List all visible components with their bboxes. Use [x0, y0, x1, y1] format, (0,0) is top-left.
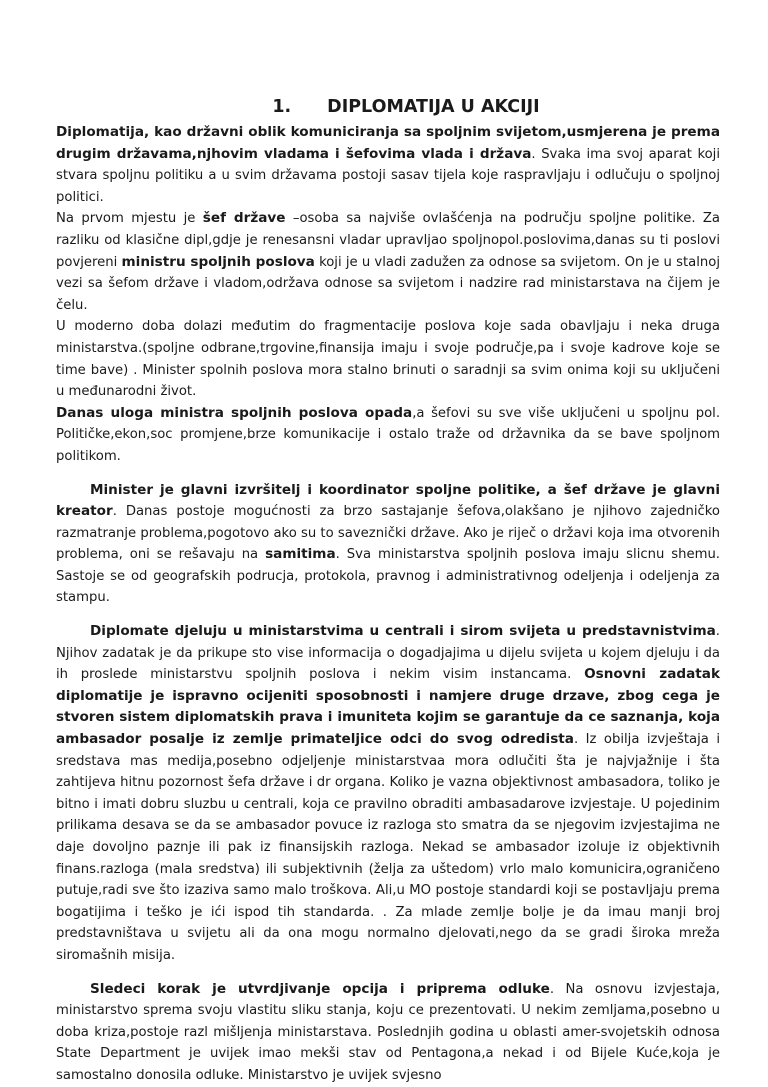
paragraph-sef-drzave — [56, 208, 720, 316]
text-run: . Iz obilja izvještaja i sredstava mas medija,posebno odjeljenje ministarstvaa mora odlučiti šta je najvjažnije i šta zahtijeva hitnu pozornost šefa države i dr organa. Koliko je vazna objektivnost ambasadora, toliko je bitno i imati dobru sluzbu u centrali, koja ce pravilno obraditi ambasadarove izvjestaje. U pojedinim prilikama desava se da se ambasador povuce iz razloga sto smatra da se njegovim izvjestajima ne daje dovoljno paznje ili pak iz finansijskih razloga. Nekad se ambasador izoluje iz objektivnih finans.razloga (mala sredstva) ili subjektivnih (želja za uštedom) vrlo malo komunicira,ograničeno putuje,radi sve što izaziva samo malo troškova. Ali,u MO postoje standardi koji se postavljaju prema bogatijima i teško je ići ispod tih standarda. . Za mlade zemlje bolje je da imau manji broj predstavništava u svijetu ali da ona mogu normalno djelovati,nego da se gradi široka mreža siromašnih misija. — [56, 732, 721, 963]
heading-text: DIPLOMATIJA U AKCIJI — [327, 97, 540, 117]
text-run: –osoba sa najviše ovlašćenja na području spoljne politike. Za razliku od klasične dipl,gdje je renesansni vladar upravljao spoljnopol.poslovima,danas su ti poslovi povjereni — [56, 211, 721, 270]
paragraph-uloga-ministra — [56, 403, 720, 468]
text-run: šef države — [202, 210, 286, 227]
text-run: . Njihov zadatak je da prikupe sto vise informacija o dogadjajima u dijelu svijeta u kojem djeluju i da ih proslede ministarstvu spoljnih poslova i nekim visim instancama. — [56, 624, 720, 683]
text-run: samitima — [265, 546, 336, 563]
text-run: koji je u vladi zadužen za odnose sa svijetom. On je u stalnoj vezi sa šefom države i vladom,održava odnose sa svijetom i nadzire rad ministarstava na čijem je čelu. — [56, 254, 721, 313]
text-run: Na prvom mjestu je — [56, 211, 203, 227]
paragraph-sledeci-korak — [56, 979, 720, 1087]
text-run: . Na osnovu izvjestaja, ministarstvo sprema svoju vlastitu sliku stanja, koju ce prezentovati. U nekim zemljama,posebno u doba kriza,postoje razl mišljenja ministarstava. Poslednjih godina u oblasti amer-svojetskih odnosa State Department je uvijek imao mekši stav od Pentagona,a nekad i od Bijele Kuće,koja je samostalno donosila odluke. Ministarstvo je uvijek svjesno — [56, 981, 720, 1083]
text-run: Diplomatija, kao državni oblik komuniciranja sa spoljnim svijetom,usmjerena je prema drugim državama,njhovim vladama i šefovima vlada i država — [56, 124, 720, 162]
text-run: Minister je glavni izvršitelj i koordinator spoljne politike, a šef države je glavni kreator — [56, 481, 720, 520]
text-run: U moderno doba dolazi međutim do fragmentacije poslova koje sada obavljaju i neka druga ministarstva.(spoljne odbrane,trgovine,finansija imaju i svoje područje,pa i svoje kadrove koje se time bave) . Minister spolnih poslova mora stalno brinuti o saradnji sa svim onima koji su uključeni u međunarodni život. — [56, 319, 720, 400]
paragraph-diplomatija — [56, 122, 720, 208]
document-heading — [56, 96, 720, 118]
text-run: ministru spoljnih poslova — [121, 253, 315, 270]
document-page — [56, 96, 720, 1087]
text-run: Diplomate djeluju u ministarstvima u centrali i sirom svijeta u predstavnistvima — [90, 623, 716, 640]
text-run: . Svaka ima svoj aparat koji stvara spoljnu politiku a u svim državama postoji sasav tijela koje raspravljaju i odlučuju o spoljnoj politici. — [56, 146, 721, 205]
text-run: . Sva ministarstva spoljnih poslova imaju slicnu shemu. Sastoje se od geografskih podrucja, protokola, pravnog i administrativnog odeljenja i odeljenja za stampu. — [56, 547, 720, 606]
text-run: Osnovni zadatak diplomatije je ispravno ocijeniti sposobnosti i namjere druge drzave, zbog cega je stvoren sistem diplomatskih prava i imuniteta kojim se garantuje da ce saznanja, koja ambasador posalje iz zemlje primateljice odci do svog odredista — [56, 666, 720, 748]
paragraph-diplomate — [56, 621, 720, 967]
text-run: ,a šefovi su sve više uključeni u spoljnu pol. Političke,ekon,soc promjene,brze komunikacije i ostalo traže od državnika da se bave spoljnom politikom. — [56, 405, 721, 464]
heading-number: 1. — [272, 97, 292, 117]
text-run: Danas uloga ministra spoljnih poslova opada — [56, 404, 413, 421]
text-run: Sledeci korak je utvrdjivanje opcija i priprema odluke — [90, 980, 550, 997]
paragraph-ministar-izvrsitelj — [56, 480, 720, 610]
text-run: . Danas postoje mogućnosti za brzo sastajanje šefova,olakšano je njihovo zajedničko razmatranje problema,pogotovo ako su to saveznički države. Ako je riječ o državi koja ima otvorenih problema, oni se rešavaju na — [56, 504, 720, 563]
paragraph-fragmentacija — [56, 316, 720, 402]
